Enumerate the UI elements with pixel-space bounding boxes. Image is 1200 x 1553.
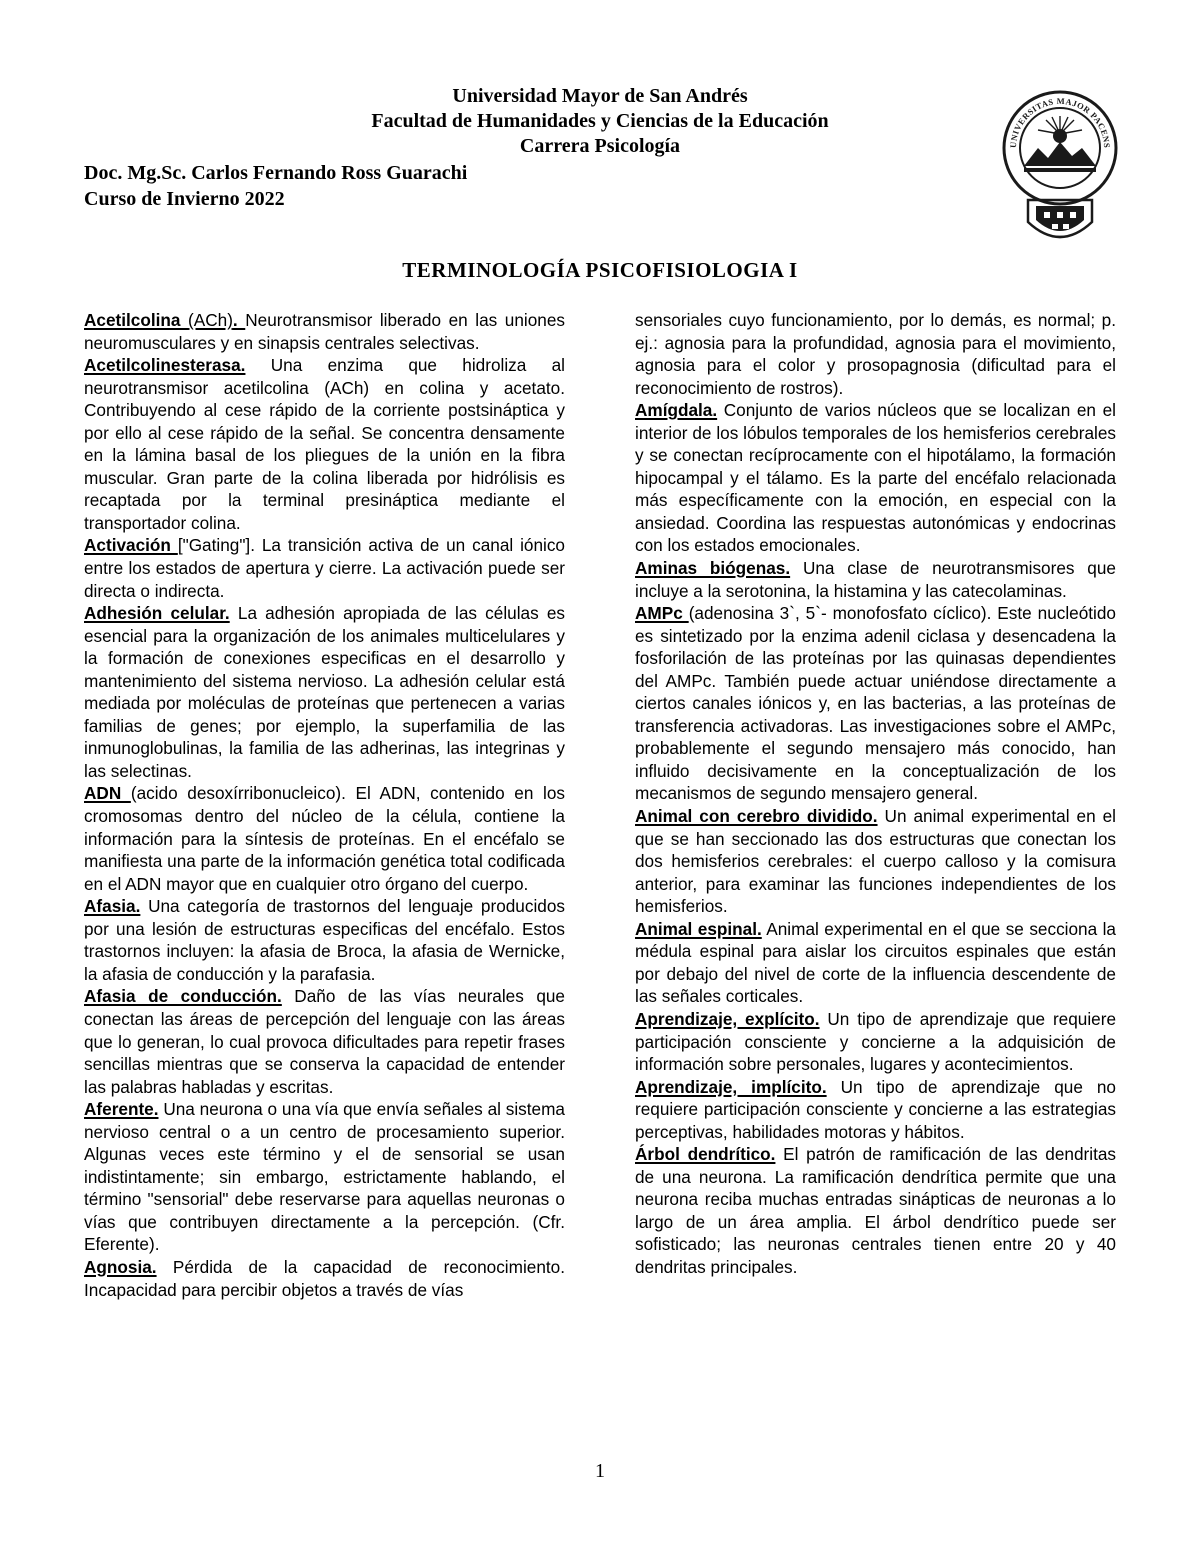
document-title: TERMINOLOGÍA PSICOFISIOLOGIA I [402,258,798,282]
glossary-term: Acetilcolina (ACh). [84,310,246,330]
glossary-definition: Neurotransmisor liberado en las uniones neuromusculares y en sinapsis centrales selectivas. [84,310,565,353]
glossary-definition: (acido desoxírribonucleico). El ADN, contenido en los cromosomas dentro del núcleo de la célula, contiene la información para la síntesis de proteínas. En el encéfalo se manifiesta una parte de la información genética total codificada en el ADN mayor que en cualquier otro órgano del cuerpo. [84,783,565,894]
glossary-definition: Una enzima que hidroliza al neurotransmisor acetilcolina (ACh) en colina y acetato. Contribuyendo al cese rápido de la corriente postsináptica y por ello al cese rápido de la señal. Se concentra densamente en la lámina basal de los pliegues de la unión en la fibra muscular. Gran parte de la colina liberada por hidrólisis es recaptada por la terminal presináptica mediante el transportador colina. [84,355,565,533]
glossary-definition: sensoriales cuyo funcionamiento, por lo demás, es normal; p. ej.: agnosia para la profundidad, agnosia para el movimiento, agnosia para el color y prosopagnosia (dificultad para el reconocimiento de rostros). [635,310,1116,398]
glossary-entry-ampc [635,602,1116,805]
glossary-term: Animal espinal. [635,918,762,939]
glossary-definition: La adhesión apropiada de las células es esencial para la organización de los animales multicelulares y la formación de conexiones especificas en el desarrollo y mantenimiento del sistema nervioso. La adhesión celular está mediada por moléculas de proteínas que pertenecen a varias familias de genes; por ejemplo, la superfamilia de las inmunoglobulinas, la familia de las adherinas, las integrinas y las selectinas. [84,603,565,781]
glossary-term: Activación [84,535,178,556]
glossary-definition: Un tipo de aprendizaje que requiere participación consciente y concierne a la adquisición de información sobre personales, lugares y acontecimientos. [635,1008,1117,1075]
glossary-entry-acetilcolina [84,309,565,354]
right-column [635,309,1116,1279]
glossary-entry-afasia-de-conduccion [84,985,565,1098]
glossary-term: Adhesión celular. [84,603,230,624]
university-seal-icon [1000,82,1120,254]
left-column [84,309,565,1301]
university-name: Universidad Mayor de San Andrés [452,85,748,107]
glossary-definition: Pérdida de la capacidad de reconocimiento. Incapacidad para percibir objetos a través de vías [84,1256,565,1300]
glossary-term: Amígdala. [635,400,718,421]
glossary-term: Aprendizaje, explícito. [635,1008,820,1029]
glossary-entry-adn [84,782,565,895]
glossary-entry-activacion [84,534,565,602]
glossary-definition: Conjunto de varios núcleos que se localizan en el interior de los lóbulos temporales de los hemisferios cerebrales y se conectan recíprocamente con el hipotálamo, la formación hipocampal y el tálamo. Es la parte del encéfalo relacionada más específicamente con la emoción, en especial con la ansiedad. Coordina las respuestas autonómicas y endocrinas con los estados emocionales. [635,400,1116,556]
career-name: Carrera Psicología [519,135,681,157]
glossary-definition: Daño de las vías neurales que conectan las áreas de percepción del lenguaje con las áreas que lo generan, lo cual provoca dificultades para repetir frases sencillas mientras que se conserva la capacidad de entender las palabras habladas y escritas. [84,986,565,1097]
faculty-name: Facultad de Humanidades y Ciencias de la Educación [371,110,829,132]
glossary-definition: ["Gating"]. La transición activa de un canal iónico entre los estados de apertura y cierre. La activación puede ser directa o indirecta. [84,535,565,601]
glossary-definition: Un tipo de aprendizaje que no requiere participación consciente y concierne a las estrategias perceptivas, habilidades motoras y hábitos. [635,1076,1116,1142]
glossary-definition: Una categoría de trastornos del lenguaje producidos por una lesión de estructuras especificas del encéfalo. Estos trastornos incluyen: la afasia de Broca, la afasia de Wernicke, la afasia de conducción y la parafasia. [84,896,565,984]
glossary-entry-agnosia-continued [635,309,1116,399]
glossary-entry-amigdala [635,399,1116,557]
glossary-entry-aminas-biogenas [635,557,1116,602]
glossary-definition: Una clase de neurotransmisores que incluye a la serotonina, la histamina y las catecolaminas. [635,558,1116,601]
glossary-term: Árbol dendrítico. [635,1144,776,1165]
glossary-term: Afasia de conducción. [84,986,282,1007]
glossary-term: Acetilcolinesterasa. [84,355,246,376]
glossary-term: Aprendizaje, implícito. [635,1076,827,1097]
glossary-definition: Un animal experimental en el que se han seccionado las dos estructuras que conectan los dos hemisferios cerebrales: el cuerpo calloso y la comisura anterior, para examinar las funciones independientes de los hemisferios. [635,806,1116,917]
glossary-definition: Animal experimental en el que se secciona la médula espinal para aislar los circuitos espinales que están por debajo del nivel de corte de la influencia descendente de las señales corticales. [635,918,1116,1007]
glossary-term: Aferente. [84,1099,159,1120]
glossary-definition: El patrón de ramificación de las dendritas de una neurona. La ramificación dendrítica permite que una neurona reciba muchas entradas sinápticas de neuronas a lo largo de un área amplia. El árbol dendrítico puede ser sofisticado; las neuronas centrales tienen entre 20 y 40 dendritas principales. [635,1144,1116,1277]
glossary-entry-animal-cerebro-dividido [635,805,1116,918]
glossary-entry-aprendizaje-explicito [635,1008,1116,1076]
seal-text: UNIVERSITAS MAJOR PACENS [1007,95,1113,149]
glossary-entry-agnosia [84,1256,565,1301]
glossary-term: ADN [84,783,131,804]
glossary-entry-aferente [84,1098,565,1256]
glossary-term: AMPc [635,603,689,624]
glossary-term: Aminas biógenas. [635,558,791,579]
glossary-term: Afasia. [84,896,141,917]
glossary-entry-afasia [84,895,565,985]
glossary-abbr: (ACh) [188,310,233,330]
glossary-definition: Una neurona o una vía que envía señales al sistema nervioso central o a un centro de procesamiento superior. Algunas veces este término y el de sensorial se usan indistintamente; sin embargo, estrictamente hablando, el término "sensorial" debe reservarse para aquellas neuronas o vías que contribuyen directamente a la percepción. (Cfr. Eferente). [84,1099,565,1255]
author-block [84,160,467,212]
teacher-name: Doc. Mg.Sc. Carlos Fernando Ross Guarachi [84,162,468,184]
glossary-term: Animal con cerebro dividido. [635,806,878,827]
glossary-entry-aprendizaje-implicito [635,1076,1116,1144]
glossary-definition: (adenosina 3`, 5`- monofosfato cíclico). Este nucleótido es sintetizado por la enzima adenil ciclasa y desencadena la fosforilación de las proteínas por las quinasas dependientes del AMPc. También puede actuar uniéndose directamente a ciertos canales iónicos y, en las bacterias, a las proteínas de transferencia activadoras. Las investigaciones sobre el AMPc, probablemente el segundo mensajero más conocido, han influido decisivamente en la conceptualización de los mecanismos de segundo mensajero general. [635,603,1116,804]
glossary-entry-arbol-dendritico [635,1143,1116,1278]
course-name: Curso de Invierno 2022 [84,188,285,210]
page-number: 1 [595,1460,605,1482]
glossary-entry-animal-espinal [635,918,1116,1008]
glossary-entry-acetilcolinesterasa [84,354,565,534]
glossary-term: Agnosia. [84,1256,157,1277]
glossary-entry-adhesion-celular [84,602,565,782]
